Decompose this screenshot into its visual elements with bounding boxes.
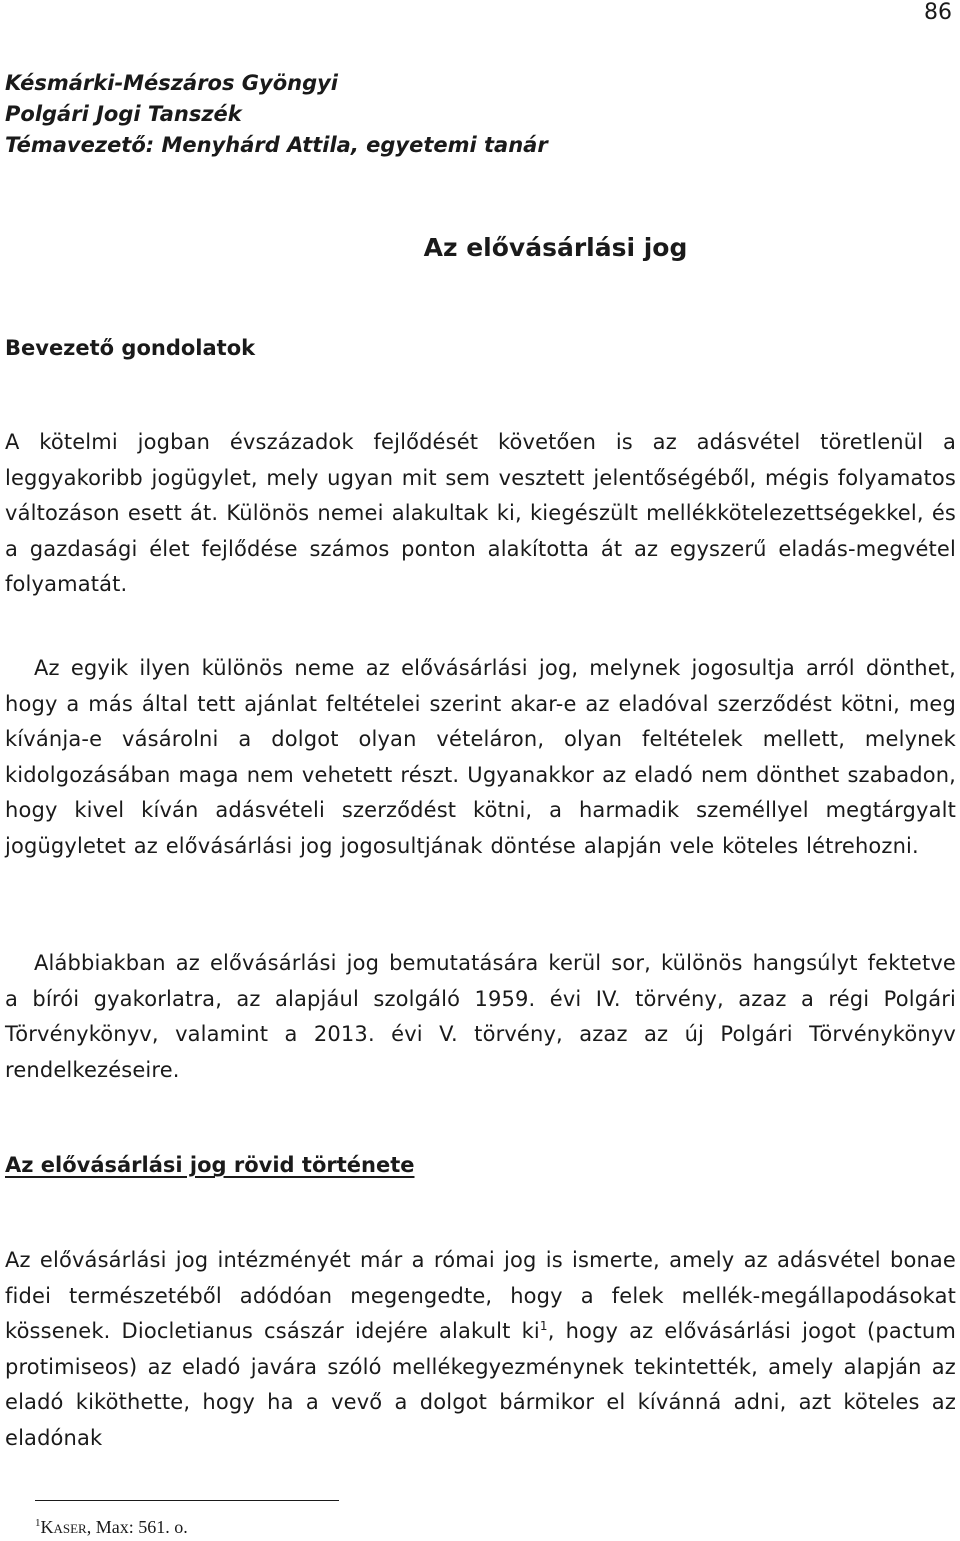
footnote	[35, 1516, 188, 1538]
section-heading-history: Az elővásárlási jog rövid története	[5, 1153, 415, 1177]
paragraph-history-1-part-a: Az elővásárlási jog intézményét már a római jog is ismerte, amely az adásvétel bonae fidei természetéből adódóan megengedte, hogy a felek mellék-megállapodásokat kössenek. Diocletianus császár idejére alakult ki	[5, 1248, 956, 1343]
paragraph-history-1	[5, 1243, 956, 1456]
author-supervisor: Témavezető: Menyhárd Attila, egyetemi tanár	[5, 133, 548, 157]
paragraph-intro-3: Alábbiakban az elővásárlási jog bemutatására kerül sor, különös hangsúlyt fektetve a bírói gyakorlatra, az alapjául szolgáló 1959. évi IV. törvény, azaz a régi Polgári Törvénykönyv, valamint a 2013. évi V. törvény, azaz az új Polgári Törvénykönyv rendelkezéseire.	[5, 951, 956, 1082]
footnote-author: Kaser	[40, 1517, 87, 1537]
author-department: Polgári Jogi Tanszék	[5, 102, 242, 126]
paragraph-intro-2: Az egyik ilyen különös neme az elővásárlási jog, melynek jogosultja arról dönthet, hogy a más által tett ajánlat feltételei szerint akar-e az eladóval szerződést kötni, meg kívánja-e vásárolni a dolgot olyan vételáron, olyan feltételek mellett, melynek kidolgozásában maga nem vehetett részt. Ugyanakkor az eladó nem dönthet szabadon, hogy kivel kíván adásvételi szerződést kötni, a harmadik személlyel megtárgyalt jogügyletet az elővásárlási jog jogosultjának döntése alapján vele köteles létrehozni.	[5, 656, 956, 858]
section-heading-intro: Bevezető gondolatok	[5, 336, 256, 360]
footnote-reference[interactable]: 1	[539, 1319, 548, 1333]
paragraph-intro-1: A kötelmi jogban évszázadok fejlődését követően is az adásvétel töretlenül a leggyakoribb jogügylet, mely ugyan mit sem vesztett jelentőségéből, mégis folyamatos változáson esett át. Különös nemei alakultak ki, kiegészült mellékkötelezettségekkel, és a gazdasági élet fejlődése számos ponton alakította át az egyszerű eladás-megvétel folyamatát.	[5, 430, 956, 596]
document-page	[5, 0, 956, 1541]
author-block	[5, 68, 956, 161]
footnote-separator	[35, 1500, 339, 1501]
document-title: Az elővásárlási jog	[423, 233, 688, 262]
paragraph-history-1-part-b: , hogy az elővásárlási jogot (pactum protimiseos) az eladó javára szóló mellékegyezménynek tekintették, amely alapján az eladó kiköthette, hogy ha a vevő a dolgot bármikor el kívánná adni, azt köteles az eladónak	[5, 1319, 956, 1450]
footnote-number: 1	[35, 1517, 41, 1529]
footnote-text: , Max: 561. o.	[86, 1517, 188, 1537]
author-name: Késmárki-Mészáros Gyöngyi	[5, 71, 339, 95]
page-number: 86	[924, 0, 952, 25]
